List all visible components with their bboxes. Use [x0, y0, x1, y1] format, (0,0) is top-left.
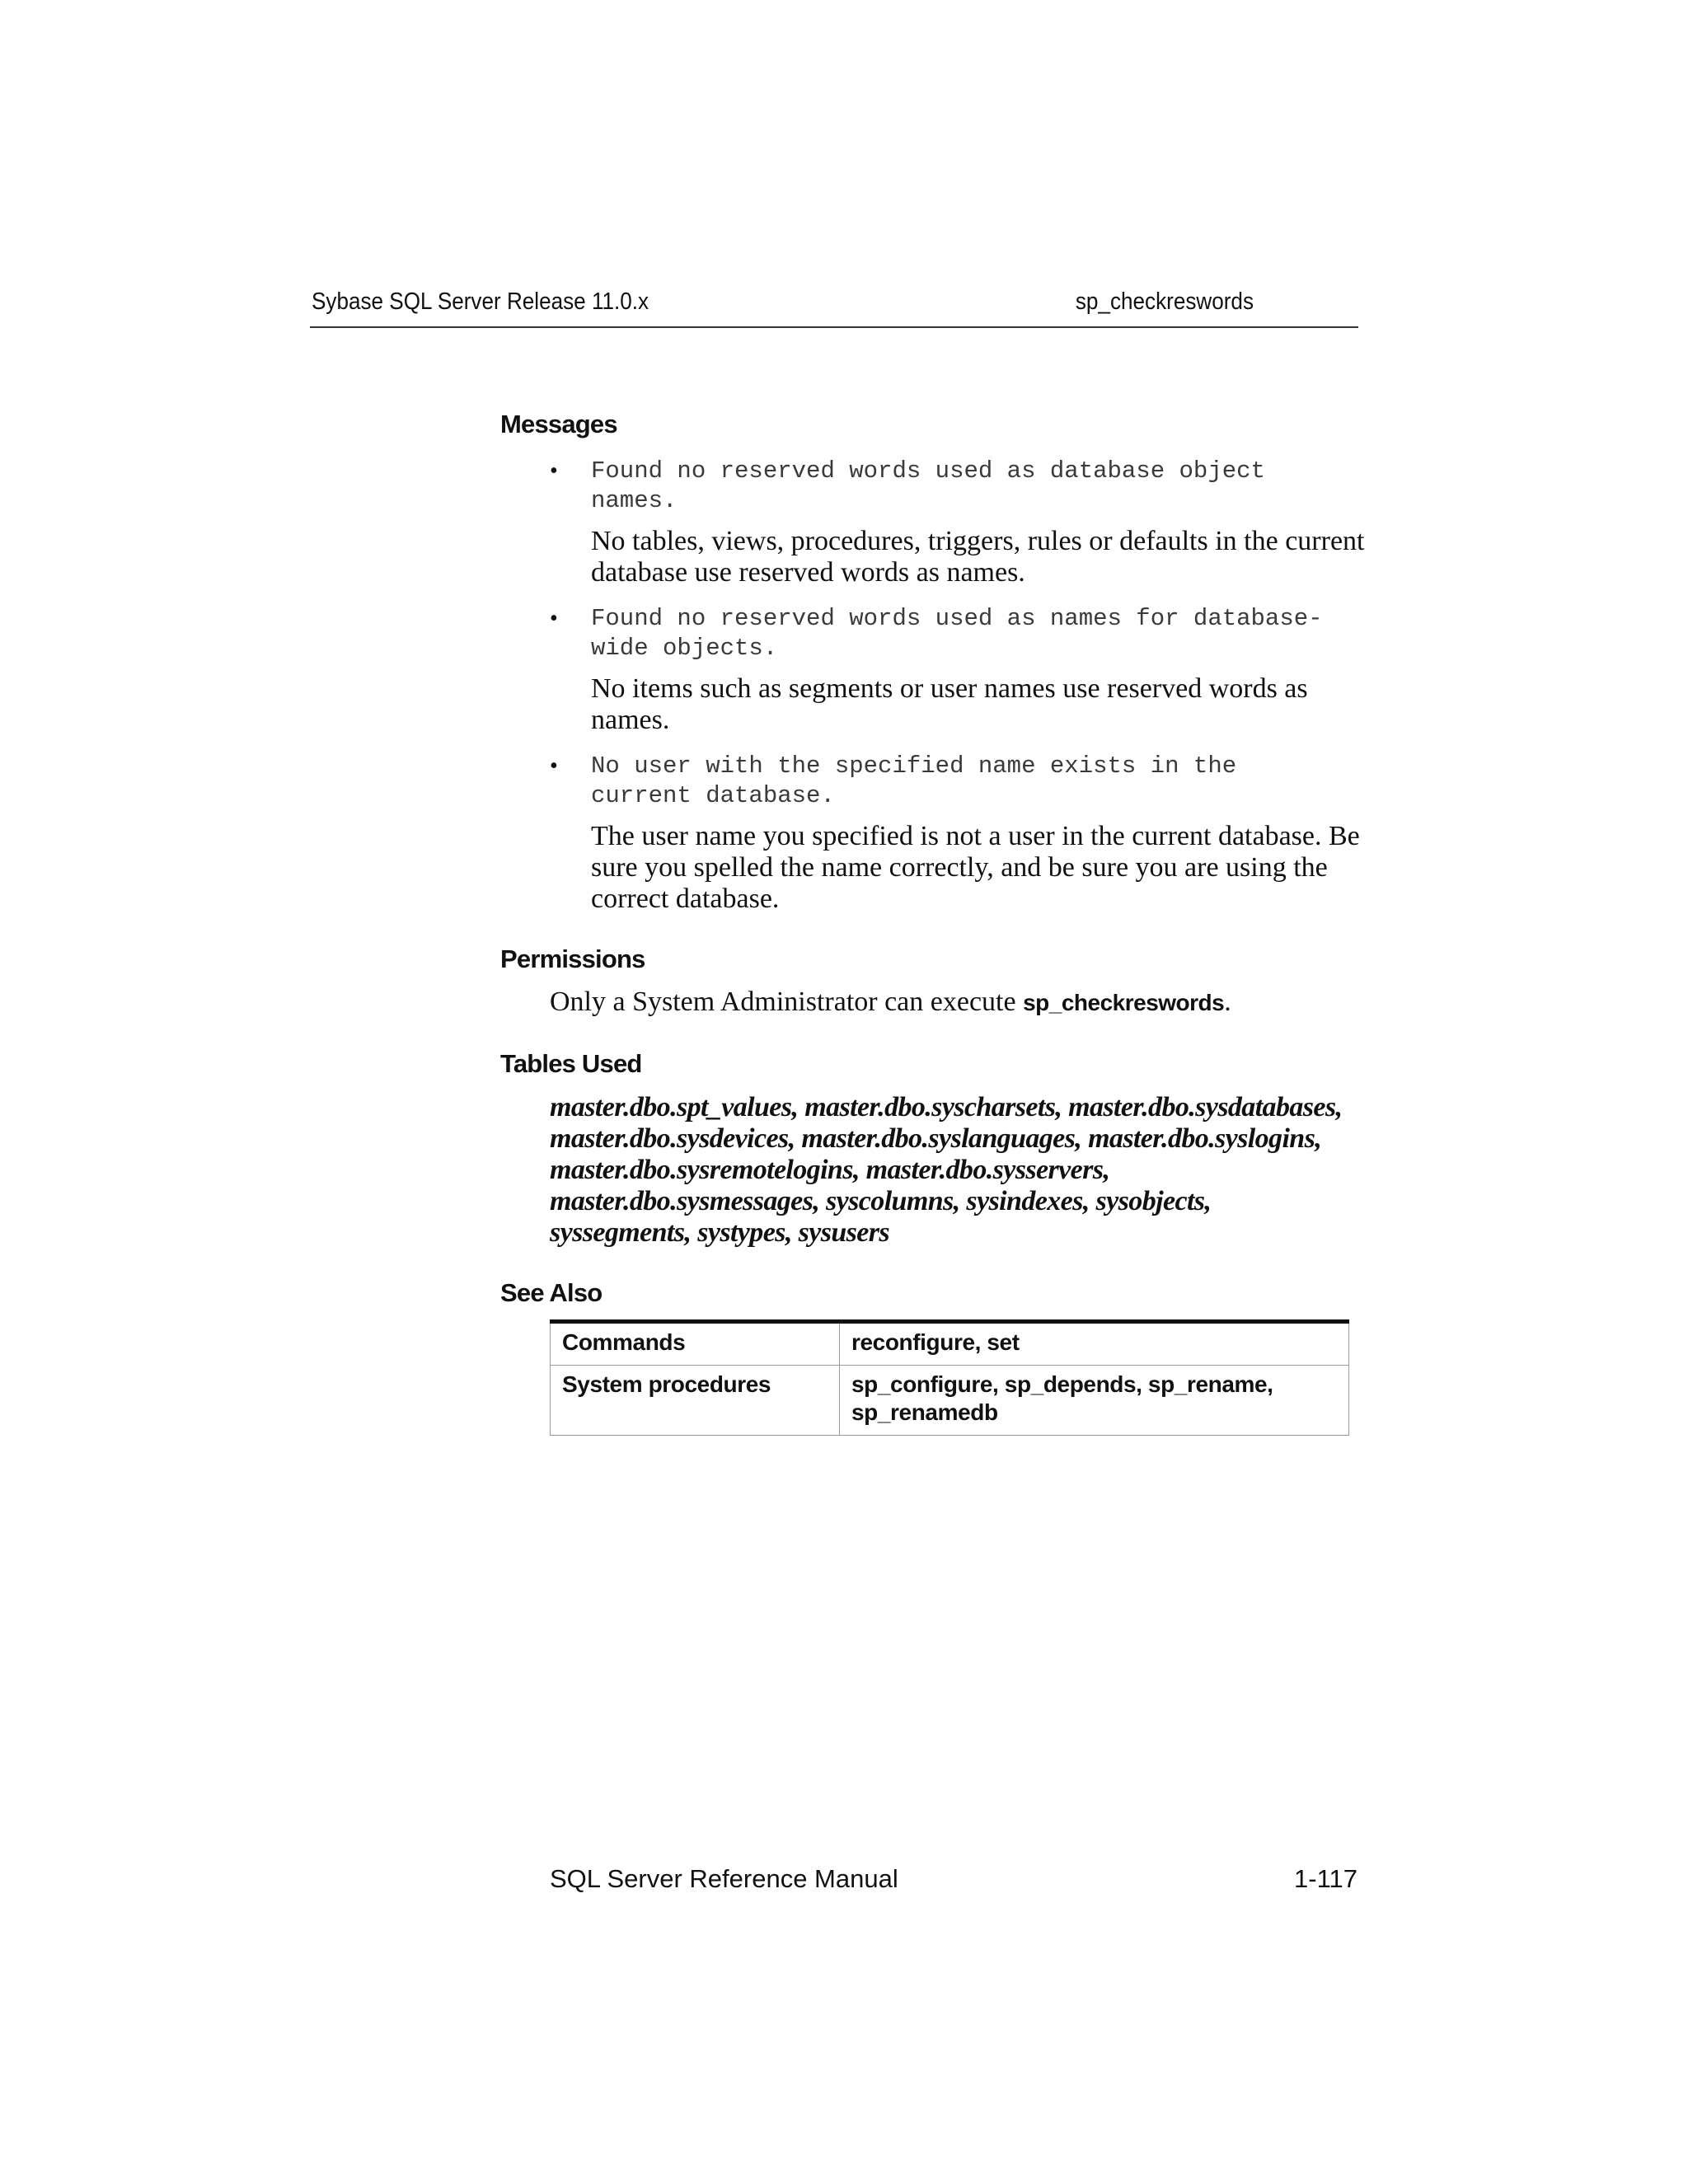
messages-heading: Messages: [500, 410, 617, 438]
see-also-heading: See Also: [500, 1278, 603, 1307]
footer-manual-title: SQL Server Reference Manual: [550, 1864, 898, 1893]
page-number: 1-117: [1294, 1864, 1357, 1893]
see-also-table: [550, 1319, 1349, 1436]
header-rule: [310, 326, 1358, 328]
tables-used-heading: Tables Used: [500, 1049, 642, 1078]
permissions-text: [550, 987, 1357, 1019]
bullet-icon: •: [550, 753, 558, 779]
see-also-references: reconfigure, set: [840, 1322, 1349, 1366]
message-description: The user name you specified is not a user in the current database. Be sure you spelled the name correctly, and be sure you are using the correct database.: [591, 821, 1360, 914]
message-text: Found no reserved words used as database object names.: [591, 457, 1265, 514]
message-text: No user with the specified name exists in the current database.: [591, 752, 1237, 809]
header-title: Sybase SQL Server Release 11.0.x: [312, 288, 649, 315]
table-row: [551, 1322, 1349, 1366]
permissions-command: sp_checkreswords: [1023, 990, 1225, 1015]
page-footer: [550, 1864, 1357, 1894]
message-text: Found no reserved words used as names for database- wide objects.: [591, 605, 1323, 662]
see-also-references: sp_configure, sp_depends, sp_rename, sp_renamedb: [840, 1366, 1349, 1436]
permissions-text-before: Only a System Administrator can execute: [550, 987, 1024, 1017]
bullet-icon: •: [550, 458, 558, 484]
running-header: [312, 288, 1254, 316]
message-description: No tables, views, procedures, triggers, rules or defaults in the current database use reserved words as names.: [591, 526, 1365, 588]
see-also-category: System procedures: [551, 1366, 840, 1436]
permissions-text-after: .: [1224, 987, 1231, 1017]
see-also-category: Commands: [551, 1322, 840, 1366]
tables-used-list: master.dbo.spt_values, master.dbo.syscharsets, master.dbo.sysdatabases, master.dbo.sysdevices, master.dbo.syslanguages, master.dbo.syslogins, master.dbo.sysremotelogins, master.dbo.sysservers, master.dbo.sysmessages, syscolumns, sysindexes, sysobjects, syssegments, systypes, sysusers: [550, 1092, 1343, 1248]
table-row: [551, 1366, 1349, 1436]
message-description: No items such as segments or user names use reserved words as names.: [591, 673, 1308, 735]
header-procedure-name: sp_checkreswords: [1075, 288, 1254, 315]
bullet-icon: •: [550, 606, 558, 631]
permissions-heading: Permissions: [500, 944, 645, 973]
